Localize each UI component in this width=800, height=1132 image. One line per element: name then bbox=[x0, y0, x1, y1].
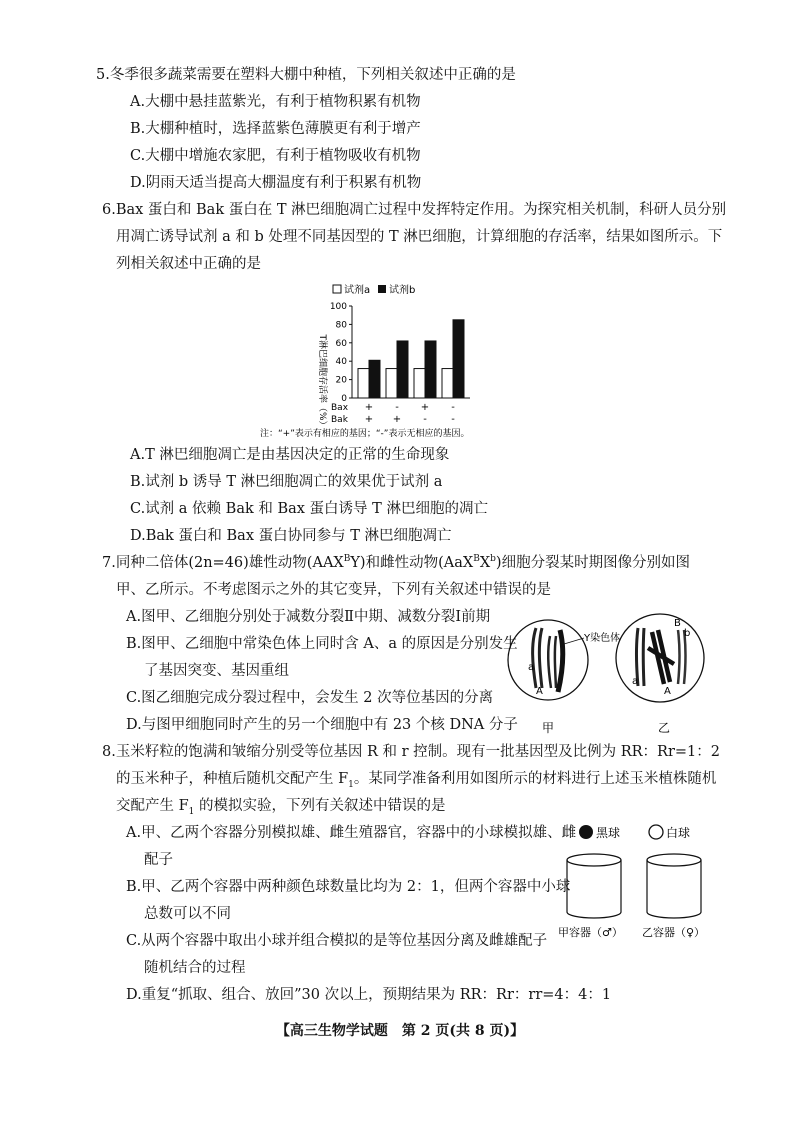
gene-label-B-yi: B bbox=[674, 618, 681, 629]
q8-option-c-cont: 随机结合的过程 bbox=[144, 960, 246, 976]
black-ball-label: 黑球 bbox=[596, 826, 621, 840]
q7-option-b-cont: 了基因突变、基因重组 bbox=[144, 663, 289, 679]
row-label-bak: Bak bbox=[331, 415, 348, 425]
y-chromosome-label: Y染色体 bbox=[584, 633, 621, 644]
category-symbol: + bbox=[364, 414, 374, 425]
container-jia-label: 甲容器（♂） bbox=[558, 926, 623, 939]
container-jia-body bbox=[567, 860, 621, 918]
q5-option-b: B.大棚种植时，选择蓝紫色薄膜更有利于增产 bbox=[130, 121, 421, 137]
q5-stem: 5.冬季很多蔬菜需要在塑料大棚中种植，下列相关叙述中正确的是 bbox=[96, 67, 516, 83]
legend-swatch-a bbox=[333, 285, 341, 293]
category-symbol: + bbox=[420, 402, 430, 413]
cell-jia-label: 甲 bbox=[542, 721, 555, 735]
q5-option-a: A.大棚中悬挂蓝紫光，有利于植物积累有机物 bbox=[130, 94, 421, 110]
bar-a-1 bbox=[386, 369, 397, 398]
container-jia-rim bbox=[567, 854, 621, 866]
q5-option-c: C.大棚中增施农家肥，有利于植物吸收有机物 bbox=[130, 148, 421, 164]
cell-division-figure bbox=[498, 608, 714, 736]
q8-option-d: D.重复“抓取、组合、放回”30 次以上，预期结果为 RR：Rr：rr=4：4：1 bbox=[126, 987, 612, 1003]
q6-stem-line2: 用凋亡诱导试剂 a 和 b 处理不同基因型的 T 淋巴细胞，计算细胞的存活率，结果如图所示。下 bbox=[116, 229, 723, 245]
q8-option-b: B.甲、乙两个容器中两种颜色球数量比均为 2：1，但两个容器中小球 bbox=[126, 879, 571, 895]
black-ball-icon bbox=[579, 825, 593, 839]
cell-yi-label: 乙 bbox=[658, 721, 671, 735]
category-symbol: - bbox=[451, 402, 455, 413]
y-tick-label: 100 bbox=[329, 302, 347, 312]
category-symbol: + bbox=[392, 414, 402, 425]
y-tick-label: 80 bbox=[335, 320, 347, 331]
container-yi-body bbox=[647, 860, 701, 918]
q8-option-a-cont: 配子 bbox=[144, 852, 173, 868]
y-chromosome-pointer bbox=[564, 638, 584, 644]
bar-b-1 bbox=[397, 341, 408, 398]
gene-label-a-jia: a bbox=[528, 662, 535, 673]
gene-label-b-yi: b bbox=[684, 628, 691, 639]
bar-a-2 bbox=[414, 369, 425, 398]
container-yi-label: 乙容器（♀） bbox=[642, 926, 706, 939]
chromosome-pair-2 bbox=[548, 636, 556, 688]
q7-option-a: A.图甲、乙细胞分别处于减数分裂Ⅱ中期、减数分裂Ⅰ前期 bbox=[126, 609, 491, 625]
category-symbol: - bbox=[451, 414, 455, 425]
white-ball-icon bbox=[649, 825, 663, 839]
page-footer: 【高三生物学试题 第 2 页(共 8 页)】 bbox=[275, 1023, 525, 1039]
q7-stem-line2: 甲、乙所示。不考虑图示之外的其它变异，下列有关叙述中错误的是 bbox=[116, 582, 551, 598]
survival-rate-bar-chart bbox=[260, 282, 560, 442]
q7-option-b: B.图甲、乙细胞中常染色体上同时含 A、a 的原因是分别发生 bbox=[126, 636, 518, 652]
q6-option-a: A.T 淋巴细胞凋亡是由基因决定的正常的生命现象 bbox=[130, 447, 450, 463]
y-axis-label: T淋巴细胞存活率（%） bbox=[317, 334, 327, 430]
y-tick-label: 0 bbox=[341, 394, 347, 404]
bar-b-3 bbox=[453, 320, 464, 398]
q8-option-b-cont: 总数可以不同 bbox=[144, 906, 231, 922]
bar-b-2 bbox=[425, 341, 436, 398]
q8-stem-line2: 的玉米种子，种植后随机交配产生 $F_1$。某同学准备利用如图所示的材料进行上述玉米植株随机 bbox=[116, 771, 717, 790]
chromosome-pair-1 bbox=[533, 628, 542, 688]
containers-figure bbox=[556, 822, 726, 942]
container-yi-rim bbox=[647, 854, 701, 866]
legend-label-a: 试剂a bbox=[344, 285, 371, 296]
q6-option-b: B.试剂 b 诱导 T 淋巴细胞凋亡的效果优于试剂 a bbox=[130, 474, 443, 490]
row-label-bax: Bax bbox=[331, 403, 349, 413]
q6-option-c: C.试剂 a 依赖 Bak 和 Bax 蛋白诱导 T 淋巴细胞的凋亡 bbox=[130, 501, 488, 517]
gene-label-A-yi: A bbox=[664, 686, 671, 697]
category-symbol: - bbox=[423, 414, 427, 425]
gene-label-a-yi: a bbox=[632, 676, 639, 687]
bar-b-0 bbox=[369, 360, 380, 398]
q7-option-d: D.与图甲细胞同时产生的另一个细胞中有 23 个核 DNA 分子 bbox=[126, 717, 518, 733]
y-tick-label: 60 bbox=[335, 338, 347, 349]
y-chromosome bbox=[558, 630, 563, 692]
q6-stem-line1: 6.Bax 蛋白和 Bak 蛋白在 T 淋巴细胞凋亡过程中发挥特定作用。为探究相关机制，科研人员分别 bbox=[102, 202, 727, 218]
q8-option-c: C.从两个容器中取出小球并组合模拟的是等位基因分离及雌雄配子 bbox=[126, 933, 548, 949]
white-ball-label: 白球 bbox=[666, 826, 691, 840]
q6-stem-line3: 列相关叙述中正确的是 bbox=[116, 256, 261, 272]
q5-option-d: D.阴雨天适当提高大棚温度有利于积累有机物 bbox=[130, 175, 422, 191]
legend-label-b: 试剂b bbox=[389, 285, 416, 296]
q8-stem-line1: 8.玉米籽粒的饱满和皱缩分别受等位基因 R 和 r 控制。现有一批基因型及比例为 RR：Rr=1：2 bbox=[102, 744, 721, 760]
q7-stem-line1: 7.同种二倍体(2n=46)雄性动物$(AAX^BY)$和雌性动物$(AaX^BX^b)$细胞分裂某时期图像分别如图 bbox=[102, 554, 691, 571]
bar-a-0 bbox=[358, 369, 369, 398]
y-tick-label: 40 bbox=[335, 357, 347, 368]
q8-option-a: A.甲、乙两个容器分别模拟雄、雌生殖器官，容器中的小球模拟雄、雌 bbox=[126, 825, 577, 841]
q7-option-c: C.图乙细胞完成分裂过程中，会发生 2 次等位基因的分离 bbox=[126, 690, 494, 706]
gene-label-A-jia: A bbox=[536, 686, 543, 697]
legend-swatch-b bbox=[378, 285, 386, 293]
chromosome-pair-4 bbox=[648, 630, 674, 684]
chart-note: 注：“+”表示有相应的基因；“-”表示无相应的基因。 bbox=[260, 429, 470, 439]
q6-option-d: D.Bak 蛋白和 Bax 蛋白协同参与 T 淋巴细胞凋亡 bbox=[130, 528, 452, 544]
category-symbol: + bbox=[364, 402, 374, 413]
category-symbol: - bbox=[395, 402, 399, 413]
y-tick-label: 20 bbox=[335, 375, 347, 386]
bar-a-3 bbox=[442, 369, 453, 398]
q8-stem-line3: 交配产生 $F_1$ 的模拟实验，下列有关叙述中错误的是 bbox=[116, 798, 446, 817]
